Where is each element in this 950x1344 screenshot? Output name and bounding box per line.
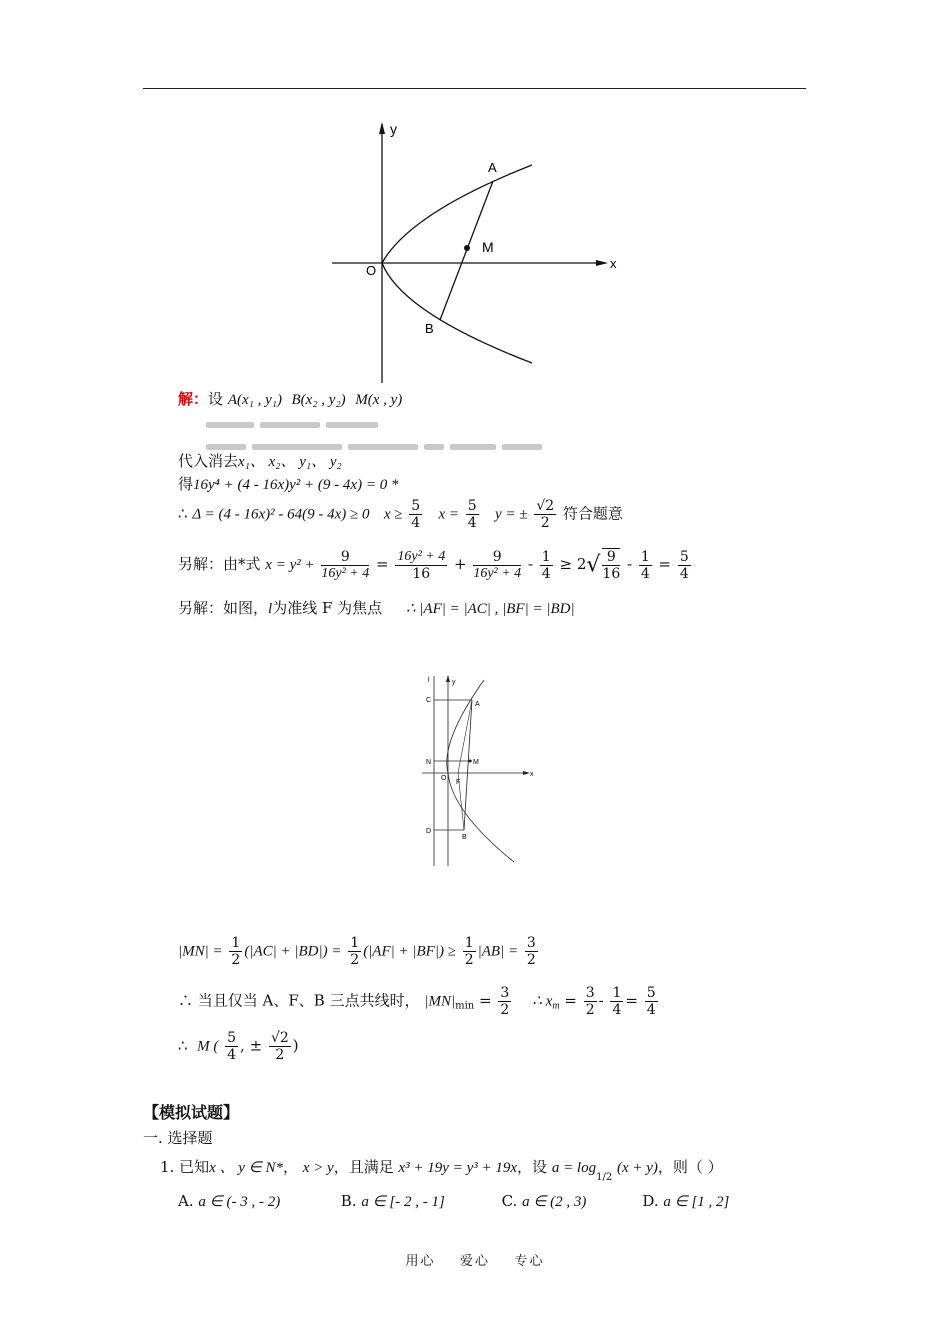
parabola-curve-2 xyxy=(447,680,514,862)
option-d-label: D. xyxy=(642,1192,659,1210)
min-eq: = xyxy=(479,991,492,1010)
alt2-prefix: 另解：如图， xyxy=(178,599,269,617)
section-title: 【模拟试题】 xyxy=(143,1103,240,1122)
label-y-2: y xyxy=(452,679,456,686)
y-eq: y = ± xyxy=(495,506,528,523)
option-d[interactable] xyxy=(642,1192,729,1211)
mn-min: |MN| xyxy=(424,993,456,1010)
min-sub: min xyxy=(455,1000,475,1012)
garbled-equations xyxy=(206,413,586,454)
parabola-figure xyxy=(330,118,625,388)
frac-3-2-b: $\frac{3}{2}$ xyxy=(500,985,510,1018)
mn-inequality xyxy=(178,935,540,968)
label-x: x xyxy=(610,256,617,271)
q1-stem-d: ，设 xyxy=(517,1158,548,1176)
frac-5-4-c: $\frac{5}{4}$ xyxy=(679,548,689,582)
frac-sqrt2-2: $\frac{√2}{2}$ xyxy=(536,498,555,531)
header-rule xyxy=(143,88,806,89)
discriminant-line xyxy=(178,498,623,531)
therefore-symbol: ∴ xyxy=(178,504,188,523)
result-comma: , ± xyxy=(240,1036,263,1055)
collinear-condition xyxy=(178,985,660,1018)
parabola-curve xyxy=(382,165,532,363)
question-1-options xyxy=(178,1192,798,1211)
x-arrow-icon xyxy=(596,260,608,266)
mn-lhs: |MN| = xyxy=(178,943,223,960)
frac-9-16: $\frac{9}{16}$ xyxy=(602,549,621,582)
option-a-value: a ∈ (- 3 , - 2) xyxy=(198,1194,281,1210)
part-3: |AB| = xyxy=(477,943,519,960)
solution-label: 解： xyxy=(178,390,209,408)
xm-eq: = xyxy=(564,991,577,1010)
point-b: B(x₂ , y₂) xyxy=(291,392,346,408)
alt-solution-1: 另解：由*式 x = y² + $\frac{9}{\text{16y² + 4}}$ = $\frac{\text{16y² + 4}}{16}$ + $\frac{9}{\text{16y² + 4}}$ - $\frac{1}{4}$ ≥ 2√ $\frac{9}{16}$ - $\frac{1}{4}$ = $\frac{5}{4}$ xyxy=(178,548,689,582)
delta-ineq: Δ = (4 - 16x)² - 64(9 - 4x) ≥ 0 xyxy=(192,506,370,523)
q1-a-def: a = log xyxy=(551,1160,597,1176)
q1-a-arg: (x + y) xyxy=(616,1160,658,1176)
option-b-value: a ∈ [- 2 , - 1] xyxy=(361,1194,445,1210)
y-arrow-icon xyxy=(379,122,385,134)
label-b: B xyxy=(425,321,434,336)
point-m-2 xyxy=(469,760,472,763)
q1-stem-e: ，则（ ） xyxy=(657,1158,723,1176)
label-d: D xyxy=(426,828,432,835)
label-m: M xyxy=(482,239,494,255)
page-footer: 用心 爱心 专心 xyxy=(405,1254,545,1269)
eq-sign: = xyxy=(625,991,638,1010)
frac-9-over: $\frac{9}{\text{16y² + 4}}$ xyxy=(321,548,370,581)
frac-3-2-a: $\frac{3}{2}$ xyxy=(526,935,536,968)
midpoint-m xyxy=(464,245,470,251)
option-c-label: C. xyxy=(501,1192,518,1210)
substitution-line xyxy=(178,450,342,471)
label-m-2: M xyxy=(473,759,479,766)
frac-9-over-b: $\frac{9}{\text{16y² + 4}}$ xyxy=(473,548,522,581)
frac-1-4-b: $\frac{1}{4}$ xyxy=(640,548,650,582)
section-subtitle: 一. 选择题 xyxy=(143,1129,213,1147)
eq-body: 16y⁴ + (4 - 16x)y² + (9 - 4x) = 0 * xyxy=(193,477,399,493)
label-n: N xyxy=(426,759,432,766)
x-eq: x = xyxy=(438,506,459,523)
q1-a-base: 1/2 xyxy=(596,1172,613,1183)
alt-solution-2 xyxy=(178,597,575,618)
q1-vars: x 、 y ∈ N* xyxy=(209,1160,283,1176)
minus-sign: - xyxy=(598,991,604,1010)
result-point-m xyxy=(178,1030,299,1063)
alt1-lhs: x = y² + xyxy=(265,557,315,573)
option-d-value: a ∈ [1 , 2] xyxy=(663,1194,730,1210)
alt2-relation: ∴ |AF| = |AC| , |BF| = |BD| xyxy=(405,601,575,617)
frac-1-4-a: $\frac{1}{4}$ xyxy=(541,548,551,582)
part-1: (|AC| + |BD|) = xyxy=(244,943,342,960)
frac-5-4-a: $\frac{5}{4}$ xyxy=(411,498,421,531)
directrix-figure xyxy=(418,672,538,868)
subst-vars: x₁、 x₂、 y₁、 y₂ xyxy=(238,454,342,470)
frac-16y2-over-16: $\frac{\text{16y² + 4}}{16}$ xyxy=(397,548,446,582)
frac-1-2-c: $\frac{1}{2}$ xyxy=(464,935,474,968)
part-2: (|AF| + |BF|) ≥ xyxy=(363,943,456,960)
subst-text: 代入消去 xyxy=(178,452,239,470)
quartic-equation xyxy=(178,473,398,494)
option-a-label: A. xyxy=(178,1192,194,1210)
frac-5-4-e: $\frac{5}{4}$ xyxy=(227,1030,237,1063)
xm-sub: m xyxy=(552,1000,560,1012)
point-m: M(x , y) xyxy=(355,392,403,408)
alt2-l: l xyxy=(268,601,273,617)
label-f: F xyxy=(456,779,461,786)
she-text: 设 xyxy=(208,390,224,408)
label-o-2: O xyxy=(441,775,447,782)
label-l: l xyxy=(428,677,430,684)
result-close: ) xyxy=(292,1036,299,1055)
frac-1-2-b: $\frac{1}{2}$ xyxy=(350,935,360,968)
option-c[interactable] xyxy=(502,1192,638,1211)
sqrt-sign: √ xyxy=(586,552,601,578)
question-1-stem xyxy=(160,1156,723,1183)
option-b[interactable] xyxy=(341,1192,497,1211)
fits-text: 符合题意 xyxy=(562,504,623,523)
frac-sqrt2-2-b: $\frac{√2}{2}$ xyxy=(270,1030,289,1063)
x-arrow-icon-2 xyxy=(523,771,530,775)
label-y: y xyxy=(390,121,397,137)
label-a-2: A xyxy=(475,701,480,708)
xm: ∴ x xyxy=(532,993,553,1010)
q1-stem-a: 1. 已知 xyxy=(160,1158,210,1176)
alt2-rest: 为准线 F 为焦点 xyxy=(272,599,383,617)
option-b-label: B. xyxy=(340,1192,357,1210)
label-x-2: x xyxy=(530,771,534,778)
eq-prefix: 得 xyxy=(178,475,194,493)
q1-cond2: x³ + 19y = y³ + 19x xyxy=(398,1160,518,1176)
frac-1-4-c: $\frac{1}{4}$ xyxy=(612,985,622,1018)
frac-5-4-b: $\frac{5}{4}$ xyxy=(467,498,477,531)
frac-3-2-c: $\frac{3}{2}$ xyxy=(585,985,595,1018)
frac-5-4-d: $\frac{5}{4}$ xyxy=(646,985,656,1018)
y-arrow-icon-2 xyxy=(446,675,450,682)
result-m: M ( xyxy=(197,1038,219,1055)
collinear-text: ∴ 当且仅当 A、F、B 三点共线时， xyxy=(178,991,420,1010)
q1-stem-c: ，且满足 xyxy=(333,1158,394,1176)
frac-1-2-a: $\frac{1}{2}$ xyxy=(231,935,241,968)
option-a[interactable] xyxy=(178,1192,336,1211)
label-c: C xyxy=(426,697,432,704)
label-a: A xyxy=(488,160,497,175)
solution-setup xyxy=(178,388,402,409)
q1-stem-b: ， xyxy=(282,1158,298,1176)
alt1-prefix: 另解：由*式 xyxy=(178,555,261,573)
result-therefore: ∴ xyxy=(178,1036,188,1055)
q1-cond1: x > y xyxy=(302,1160,334,1176)
point-a: A(x₁ , y₁) xyxy=(227,392,282,408)
option-c-value: a ∈ (2 , 3) xyxy=(522,1194,587,1210)
x-ge: x ≥ xyxy=(383,506,403,523)
label-o: O xyxy=(366,263,377,278)
label-b-2: B xyxy=(462,834,467,841)
